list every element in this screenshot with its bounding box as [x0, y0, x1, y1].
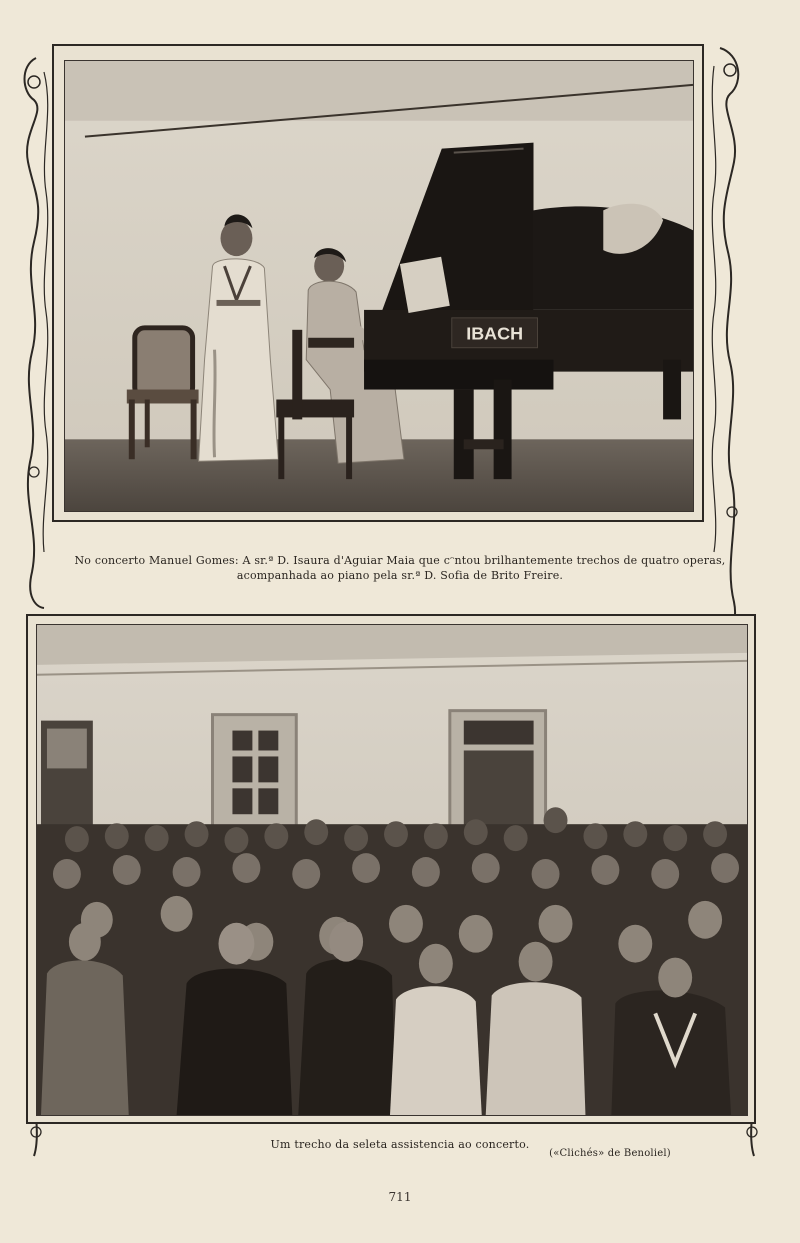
right-ornament-top: [700, 42, 750, 642]
top-caption-line-2: acompanhada ao piano pela sr.ª D. Sofia de Brito Freire.: [236, 569, 564, 582]
concert-singer-piano-photo: [64, 60, 694, 512]
top-caption-line-1: No concerto Manuel Gomes: A sr.ª D. Isaura d'Aguiar Maia que cᵔntou brilhantemente trechos de quatro operas,: [74, 554, 726, 567]
piano-brand-label: IBACH: [466, 323, 524, 344]
bottom-photo-frame: [26, 614, 756, 1124]
page-number: 711: [388, 1190, 412, 1204]
top-photo-frame: [52, 44, 704, 522]
concert-audience-photo: [36, 624, 748, 1116]
photo-credit: («Clichés» de Benoliel): [549, 1148, 671, 1159]
bottom-photo-caption: Um trecho da seleta assistencia ao concerto.: [270, 1138, 530, 1151]
top-photo-caption: [40, 553, 760, 583]
